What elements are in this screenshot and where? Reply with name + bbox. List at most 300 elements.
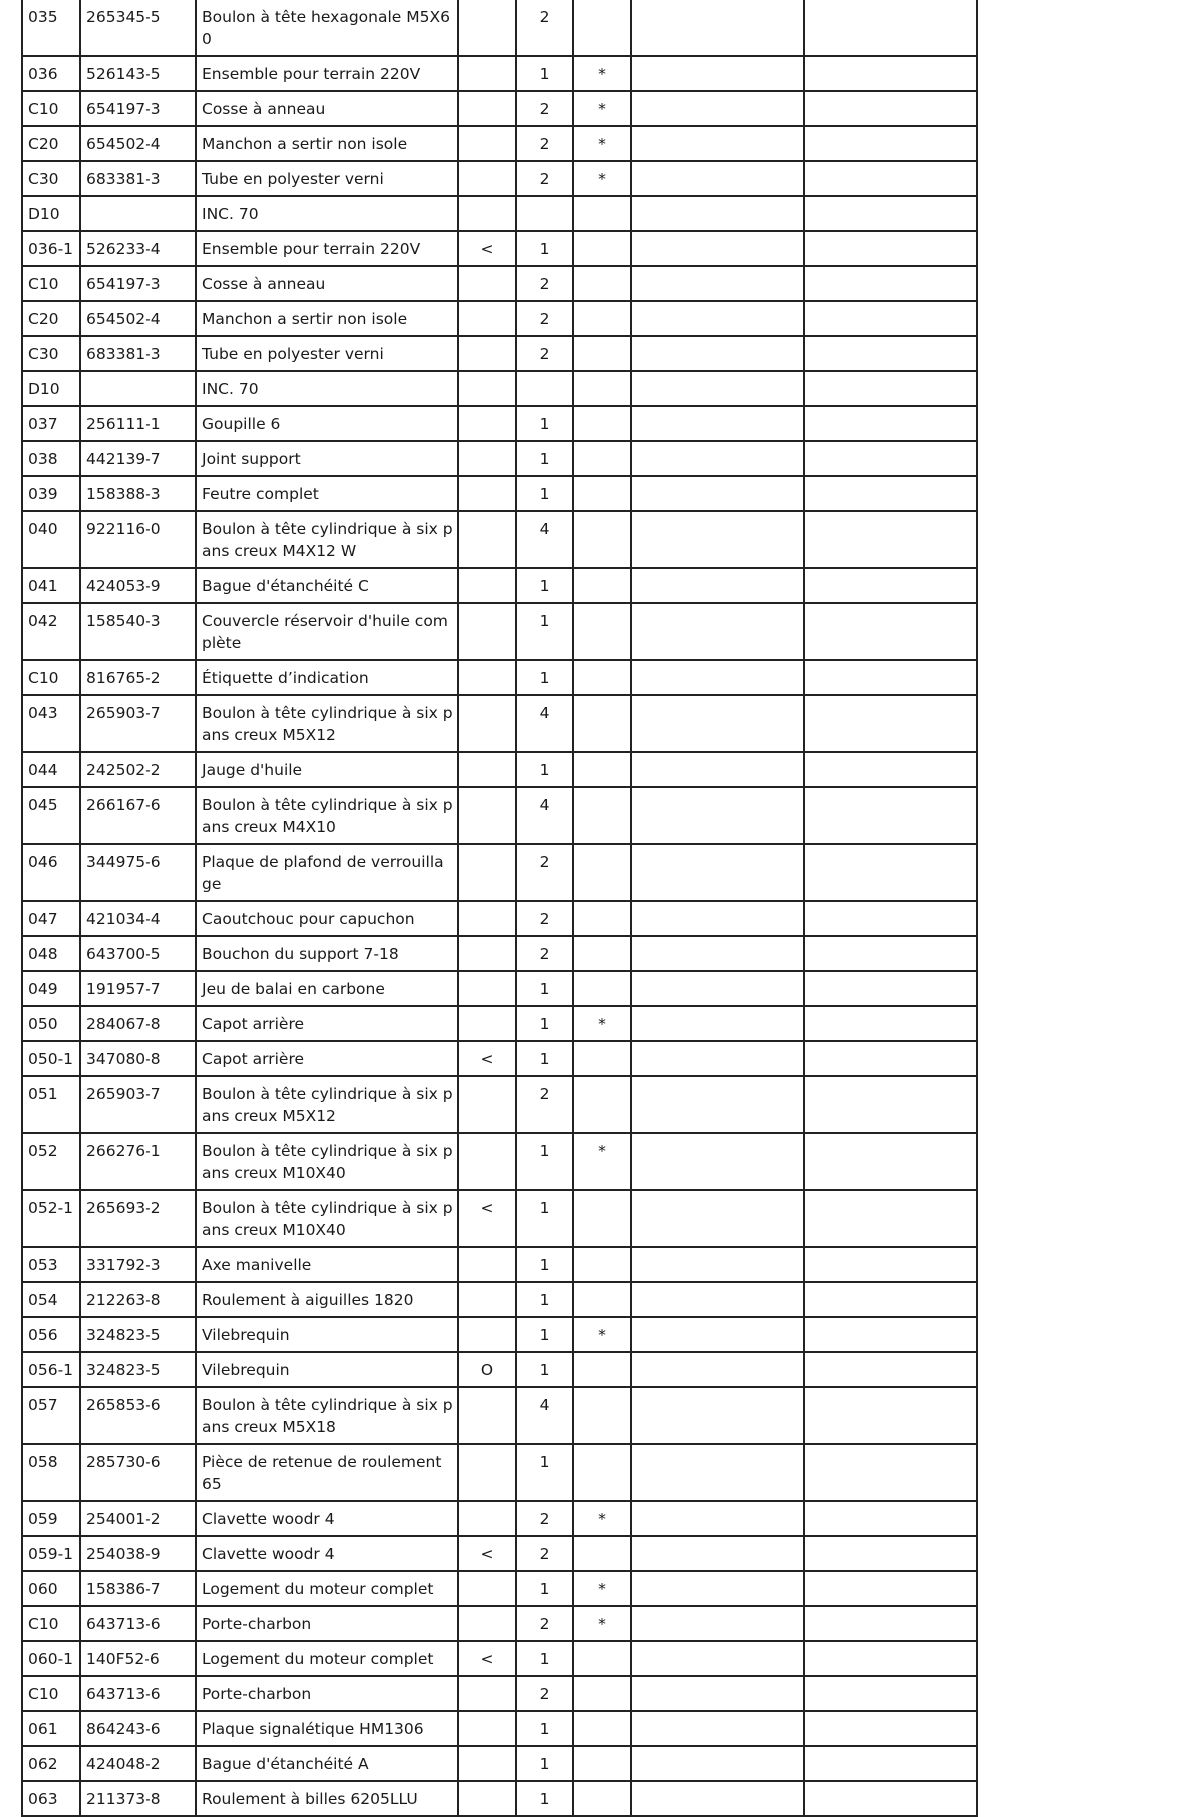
- quantity-cell: [516, 371, 573, 406]
- part-number-cell: 331792-3: [80, 1247, 196, 1282]
- asterisk-mark-cell: [573, 0, 631, 56]
- table-row: [22, 1352, 977, 1387]
- part-number-cell: 864243-6: [80, 1711, 196, 1746]
- empty-cell: [804, 1781, 977, 1816]
- table-row: [22, 1501, 977, 1536]
- empty-cell: [631, 1076, 804, 1133]
- asterisk-mark-cell: [573, 936, 631, 971]
- empty-cell: [804, 371, 977, 406]
- part-number-cell: 442139-7: [80, 441, 196, 476]
- asterisk-mark-cell: [573, 441, 631, 476]
- description-cell: Porte-charbon: [196, 1606, 458, 1641]
- description-cell: Feutre complet: [196, 476, 458, 511]
- empty-cell: [631, 441, 804, 476]
- ref-number-cell: 038: [22, 441, 80, 476]
- part-number-cell: 285730-6: [80, 1444, 196, 1501]
- table-row: [22, 371, 977, 406]
- empty-cell: [804, 441, 977, 476]
- ref-number-cell: D10: [22, 371, 80, 406]
- empty-cell: [631, 844, 804, 901]
- description-cell: Tube en polyester verni: [196, 336, 458, 371]
- table-row: [22, 1006, 977, 1041]
- description-cell: Étiquette d’indication: [196, 660, 458, 695]
- description-cell: Boulon à tête cylindrique à six pans creux M4X12 W: [196, 511, 458, 568]
- empty-cell: [631, 476, 804, 511]
- description-cell: Manchon a sertir non isole: [196, 301, 458, 336]
- asterisk-mark-cell: [573, 695, 631, 752]
- empty-cell: [804, 1746, 977, 1781]
- table-row: [22, 511, 977, 568]
- part-number-cell: 265345-5: [80, 0, 196, 56]
- description-cell: Vilebrequin: [196, 1352, 458, 1387]
- part-number-cell: 683381-3: [80, 161, 196, 196]
- change-flag-cell: <: [458, 231, 516, 266]
- ref-number-cell: C20: [22, 126, 80, 161]
- empty-cell: [804, 1444, 977, 1501]
- table-row: [22, 787, 977, 844]
- change-flag-cell: [458, 1711, 516, 1746]
- empty-cell: [631, 936, 804, 971]
- change-flag-cell: [458, 1282, 516, 1317]
- empty-cell: [631, 1641, 804, 1676]
- empty-cell: [804, 844, 977, 901]
- part-number-cell: 424048-2: [80, 1746, 196, 1781]
- table-row: [22, 0, 977, 56]
- quantity-cell: 2: [516, 126, 573, 161]
- table-row: [22, 1536, 977, 1571]
- table-row: [22, 1076, 977, 1133]
- empty-cell: [804, 476, 977, 511]
- ref-number-cell: 058: [22, 1444, 80, 1501]
- part-number-cell: 254038-9: [80, 1536, 196, 1571]
- asterisk-mark-cell: [573, 752, 631, 787]
- quantity-cell: 1: [516, 1317, 573, 1352]
- table-row: [22, 1641, 977, 1676]
- description-cell: Jeu de balai en carbone: [196, 971, 458, 1006]
- quantity-cell: 2: [516, 161, 573, 196]
- table-row: [22, 1190, 977, 1247]
- table-row: [22, 476, 977, 511]
- table-row: [22, 1247, 977, 1282]
- ref-number-cell: 042: [22, 603, 80, 660]
- empty-cell: [631, 1190, 804, 1247]
- empty-cell: [631, 660, 804, 695]
- ref-number-cell: C30: [22, 161, 80, 196]
- asterisk-mark-cell: [573, 1352, 631, 1387]
- change-flag-cell: <: [458, 1641, 516, 1676]
- table-row: [22, 1444, 977, 1501]
- quantity-cell: 1: [516, 1711, 573, 1746]
- part-number-cell: 654502-4: [80, 126, 196, 161]
- table-row: [22, 1571, 977, 1606]
- empty-cell: [804, 1190, 977, 1247]
- asterisk-mark-cell: [573, 1536, 631, 1571]
- description-cell: Boulon à tête cylindrique à six pans creux M5X12: [196, 1076, 458, 1133]
- quantity-cell: 2: [516, 1501, 573, 1536]
- table-row: [22, 1041, 977, 1076]
- change-flag-cell: [458, 1133, 516, 1190]
- change-flag-cell: [458, 196, 516, 231]
- empty-cell: [804, 1387, 977, 1444]
- part-number-cell: 526143-5: [80, 56, 196, 91]
- empty-cell: [804, 695, 977, 752]
- part-number-cell: 212263-8: [80, 1282, 196, 1317]
- empty-cell: [804, 660, 977, 695]
- table-row: [22, 901, 977, 936]
- description-cell: Tube en polyester verni: [196, 161, 458, 196]
- change-flag-cell: [458, 1571, 516, 1606]
- table-row: [22, 1676, 977, 1711]
- part-number-cell: 526233-4: [80, 231, 196, 266]
- empty-cell: [804, 752, 977, 787]
- quantity-cell: 2: [516, 301, 573, 336]
- part-number-cell: 347080-8: [80, 1041, 196, 1076]
- ref-number-cell: 045: [22, 787, 80, 844]
- description-cell: Vilebrequin: [196, 1317, 458, 1352]
- empty-cell: [804, 91, 977, 126]
- asterisk-mark-cell: [573, 901, 631, 936]
- quantity-cell: 1: [516, 603, 573, 660]
- empty-cell: [804, 1352, 977, 1387]
- description-cell: Boulon à tête cylindrique à six pans creux M5X12: [196, 695, 458, 752]
- quantity-cell: 1: [516, 1282, 573, 1317]
- part-number-cell: 643700-5: [80, 936, 196, 971]
- parts-list-table: [21, 0, 978, 1817]
- empty-cell: [631, 1352, 804, 1387]
- asterisk-mark-cell: [573, 603, 631, 660]
- empty-cell: [631, 1317, 804, 1352]
- description-cell: Plaque signalétique HM1306: [196, 1711, 458, 1746]
- quantity-cell: [516, 196, 573, 231]
- description-cell: Pièce de retenue de roulement 65: [196, 1444, 458, 1501]
- ref-number-cell: C10: [22, 1676, 80, 1711]
- ref-number-cell: 050: [22, 1006, 80, 1041]
- description-cell: Logement du moteur complet: [196, 1641, 458, 1676]
- change-flag-cell: [458, 1676, 516, 1711]
- part-number-cell: 683381-3: [80, 336, 196, 371]
- description-cell: Capot arrière: [196, 1006, 458, 1041]
- quantity-cell: 2: [516, 336, 573, 371]
- ref-number-cell: C10: [22, 266, 80, 301]
- part-number-cell: 191957-7: [80, 971, 196, 1006]
- ref-number-cell: 037: [22, 406, 80, 441]
- quantity-cell: 4: [516, 511, 573, 568]
- asterisk-mark-cell: [573, 844, 631, 901]
- asterisk-mark-cell: [573, 406, 631, 441]
- table-row: [22, 1387, 977, 1444]
- quantity-cell: 1: [516, 406, 573, 441]
- part-number-cell: [80, 371, 196, 406]
- change-flag-cell: [458, 603, 516, 660]
- asterisk-mark-cell: [573, 1781, 631, 1816]
- change-flag-cell: [458, 1781, 516, 1816]
- ref-number-cell: 041: [22, 568, 80, 603]
- change-flag-cell: [458, 568, 516, 603]
- empty-cell: [631, 1746, 804, 1781]
- ref-number-cell: 044: [22, 752, 80, 787]
- table-row: [22, 56, 977, 91]
- empty-cell: [804, 936, 977, 971]
- empty-cell: [631, 971, 804, 1006]
- change-flag-cell: [458, 1317, 516, 1352]
- table-row: [22, 406, 977, 441]
- ref-number-cell: 056: [22, 1317, 80, 1352]
- quantity-cell: 2: [516, 0, 573, 56]
- table-row: [22, 844, 977, 901]
- ref-number-cell: 063: [22, 1781, 80, 1816]
- change-flag-cell: [458, 0, 516, 56]
- empty-cell: [804, 1606, 977, 1641]
- asterisk-mark-cell: [573, 660, 631, 695]
- ref-number-cell: 057: [22, 1387, 80, 1444]
- change-flag-cell: [458, 1006, 516, 1041]
- quantity-cell: 1: [516, 752, 573, 787]
- empty-cell: [804, 336, 977, 371]
- quantity-cell: 4: [516, 695, 573, 752]
- quantity-cell: 1: [516, 568, 573, 603]
- description-cell: Bague d'étanchéité C: [196, 568, 458, 603]
- table-row: [22, 161, 977, 196]
- change-flag-cell: [458, 441, 516, 476]
- quantity-cell: 2: [516, 1076, 573, 1133]
- empty-cell: [804, 56, 977, 91]
- asterisk-mark-cell: [573, 787, 631, 844]
- empty-cell: [631, 1006, 804, 1041]
- table-row: [22, 695, 977, 752]
- ref-number-cell: 052: [22, 1133, 80, 1190]
- description-cell: Clavette woodr 4: [196, 1536, 458, 1571]
- empty-cell: [631, 161, 804, 196]
- ref-number-cell: 050-1: [22, 1041, 80, 1076]
- part-number-cell: 265903-7: [80, 1076, 196, 1133]
- part-number-cell: 265903-7: [80, 695, 196, 752]
- quantity-cell: 2: [516, 1676, 573, 1711]
- quantity-cell: 2: [516, 91, 573, 126]
- ref-number-cell: C10: [22, 1606, 80, 1641]
- change-flag-cell: [458, 161, 516, 196]
- table-row: [22, 301, 977, 336]
- description-cell: Goupille 6: [196, 406, 458, 441]
- part-number-cell: 266167-6: [80, 787, 196, 844]
- description-cell: Cosse à anneau: [196, 266, 458, 301]
- description-cell: Capot arrière: [196, 1041, 458, 1076]
- part-number-cell: 643713-6: [80, 1606, 196, 1641]
- description-cell: Logement du moteur complet: [196, 1571, 458, 1606]
- ref-number-cell: 051: [22, 1076, 80, 1133]
- empty-cell: [804, 1641, 977, 1676]
- quantity-cell: 1: [516, 56, 573, 91]
- empty-cell: [804, 1133, 977, 1190]
- asterisk-mark-cell: *: [573, 1501, 631, 1536]
- change-flag-cell: <: [458, 1536, 516, 1571]
- asterisk-mark-cell: *: [573, 126, 631, 161]
- change-flag-cell: [458, 971, 516, 1006]
- asterisk-mark-cell: [573, 1247, 631, 1282]
- description-cell: Bouchon du support 7-18: [196, 936, 458, 971]
- quantity-cell: 4: [516, 787, 573, 844]
- empty-cell: [631, 787, 804, 844]
- ref-number-cell: 043: [22, 695, 80, 752]
- change-flag-cell: [458, 1387, 516, 1444]
- empty-cell: [631, 91, 804, 126]
- table-row: [22, 1282, 977, 1317]
- empty-cell: [804, 196, 977, 231]
- asterisk-mark-cell: [573, 1444, 631, 1501]
- quantity-cell: 1: [516, 1247, 573, 1282]
- ref-number-cell: C30: [22, 336, 80, 371]
- part-number-cell: 421034-4: [80, 901, 196, 936]
- description-cell: Joint support: [196, 441, 458, 476]
- asterisk-mark-cell: *: [573, 1606, 631, 1641]
- ref-number-cell: 060-1: [22, 1641, 80, 1676]
- empty-cell: [631, 1606, 804, 1641]
- description-cell: Boulon à tête hexagonale M5X60: [196, 0, 458, 56]
- quantity-cell: 1: [516, 1133, 573, 1190]
- description-cell: Roulement à aiguilles 1820: [196, 1282, 458, 1317]
- change-flag-cell: [458, 752, 516, 787]
- part-number-cell: 344975-6: [80, 844, 196, 901]
- asterisk-mark-cell: *: [573, 56, 631, 91]
- asterisk-mark-cell: [573, 1041, 631, 1076]
- empty-cell: [804, 1536, 977, 1571]
- empty-cell: [804, 1041, 977, 1076]
- ref-number-cell: 059-1: [22, 1536, 80, 1571]
- ref-number-cell: 061: [22, 1711, 80, 1746]
- table-row: [22, 1317, 977, 1352]
- empty-cell: [804, 126, 977, 161]
- part-number-cell: 922116-0: [80, 511, 196, 568]
- part-number-cell: [80, 196, 196, 231]
- empty-cell: [804, 568, 977, 603]
- part-number-cell: 256111-1: [80, 406, 196, 441]
- change-flag-cell: [458, 1247, 516, 1282]
- ref-number-cell: 052-1: [22, 1190, 80, 1247]
- empty-cell: [804, 1711, 977, 1746]
- ref-number-cell: 056-1: [22, 1352, 80, 1387]
- change-flag-cell: [458, 511, 516, 568]
- description-cell: Roulement à billes 6205LLU: [196, 1781, 458, 1816]
- asterisk-mark-cell: [573, 1190, 631, 1247]
- quantity-cell: 1: [516, 660, 573, 695]
- description-cell: INC. 70: [196, 196, 458, 231]
- change-flag-cell: [458, 1746, 516, 1781]
- empty-cell: [631, 371, 804, 406]
- change-flag-cell: [458, 660, 516, 695]
- quantity-cell: 1: [516, 476, 573, 511]
- description-cell: Ensemble pour terrain 220V: [196, 231, 458, 266]
- empty-cell: [804, 1501, 977, 1536]
- table-row: [22, 91, 977, 126]
- asterisk-mark-cell: [573, 266, 631, 301]
- table-row: [22, 1711, 977, 1746]
- asterisk-mark-cell: [573, 971, 631, 1006]
- empty-cell: [631, 0, 804, 56]
- description-cell: Manchon a sertir non isole: [196, 126, 458, 161]
- empty-cell: [631, 1282, 804, 1317]
- empty-cell: [804, 0, 977, 56]
- empty-cell: [631, 126, 804, 161]
- part-number-cell: 284067-8: [80, 1006, 196, 1041]
- quantity-cell: 1: [516, 1190, 573, 1247]
- empty-cell: [804, 603, 977, 660]
- ref-number-cell: 035: [22, 0, 80, 56]
- table-row: [22, 336, 977, 371]
- table-row: [22, 126, 977, 161]
- change-flag-cell: [458, 91, 516, 126]
- asterisk-mark-cell: *: [573, 1571, 631, 1606]
- part-number-cell: 242502-2: [80, 752, 196, 787]
- empty-cell: [631, 1501, 804, 1536]
- ref-number-cell: 060: [22, 1571, 80, 1606]
- asterisk-mark-cell: *: [573, 1317, 631, 1352]
- table-row: [22, 660, 977, 695]
- asterisk-mark-cell: [573, 301, 631, 336]
- empty-cell: [631, 603, 804, 660]
- empty-cell: [631, 1133, 804, 1190]
- table-row: [22, 1746, 977, 1781]
- empty-cell: [631, 752, 804, 787]
- quantity-cell: 2: [516, 844, 573, 901]
- asterisk-mark-cell: [573, 336, 631, 371]
- change-flag-cell: [458, 1501, 516, 1536]
- table-row: [22, 1606, 977, 1641]
- part-number-cell: 158540-3: [80, 603, 196, 660]
- quantity-cell: 1: [516, 1352, 573, 1387]
- part-number-cell: 254001-2: [80, 1501, 196, 1536]
- empty-cell: [804, 1676, 977, 1711]
- asterisk-mark-cell: [573, 1641, 631, 1676]
- empty-cell: [804, 1317, 977, 1352]
- description-cell: Couvercle réservoir d'huile complète: [196, 603, 458, 660]
- part-number-cell: 643713-6: [80, 1676, 196, 1711]
- part-number-cell: 140F52-6: [80, 1641, 196, 1676]
- part-number-cell: 265693-2: [80, 1190, 196, 1247]
- ref-number-cell: C10: [22, 660, 80, 695]
- description-cell: Boulon à tête cylindrique à six pans creux M10X40: [196, 1190, 458, 1247]
- quantity-cell: 1: [516, 1041, 573, 1076]
- table-row: [22, 752, 977, 787]
- empty-cell: [804, 1247, 977, 1282]
- change-flag-cell: [458, 1444, 516, 1501]
- ref-number-cell: C10: [22, 91, 80, 126]
- part-number-cell: 158388-3: [80, 476, 196, 511]
- ref-number-cell: 062: [22, 1746, 80, 1781]
- empty-cell: [804, 511, 977, 568]
- parts-table-body: [22, 0, 977, 1816]
- empty-cell: [631, 1444, 804, 1501]
- quantity-cell: 2: [516, 936, 573, 971]
- table-row: [22, 196, 977, 231]
- part-number-cell: 654502-4: [80, 301, 196, 336]
- description-cell: Caoutchouc pour capuchon: [196, 901, 458, 936]
- table-row: [22, 266, 977, 301]
- asterisk-mark-cell: *: [573, 1006, 631, 1041]
- asterisk-mark-cell: [573, 1387, 631, 1444]
- change-flag-cell: [458, 1606, 516, 1641]
- description-cell: Jauge d'huile: [196, 752, 458, 787]
- table-row: [22, 1133, 977, 1190]
- part-number-cell: 324823-5: [80, 1317, 196, 1352]
- quantity-cell: 1: [516, 1571, 573, 1606]
- part-number-cell: 266276-1: [80, 1133, 196, 1190]
- empty-cell: [631, 406, 804, 441]
- empty-cell: [804, 971, 977, 1006]
- empty-cell: [631, 56, 804, 91]
- ref-number-cell: 049: [22, 971, 80, 1006]
- part-number-cell: 654197-3: [80, 266, 196, 301]
- ref-number-cell: D10: [22, 196, 80, 231]
- description-cell: Bague d'étanchéité A: [196, 1746, 458, 1781]
